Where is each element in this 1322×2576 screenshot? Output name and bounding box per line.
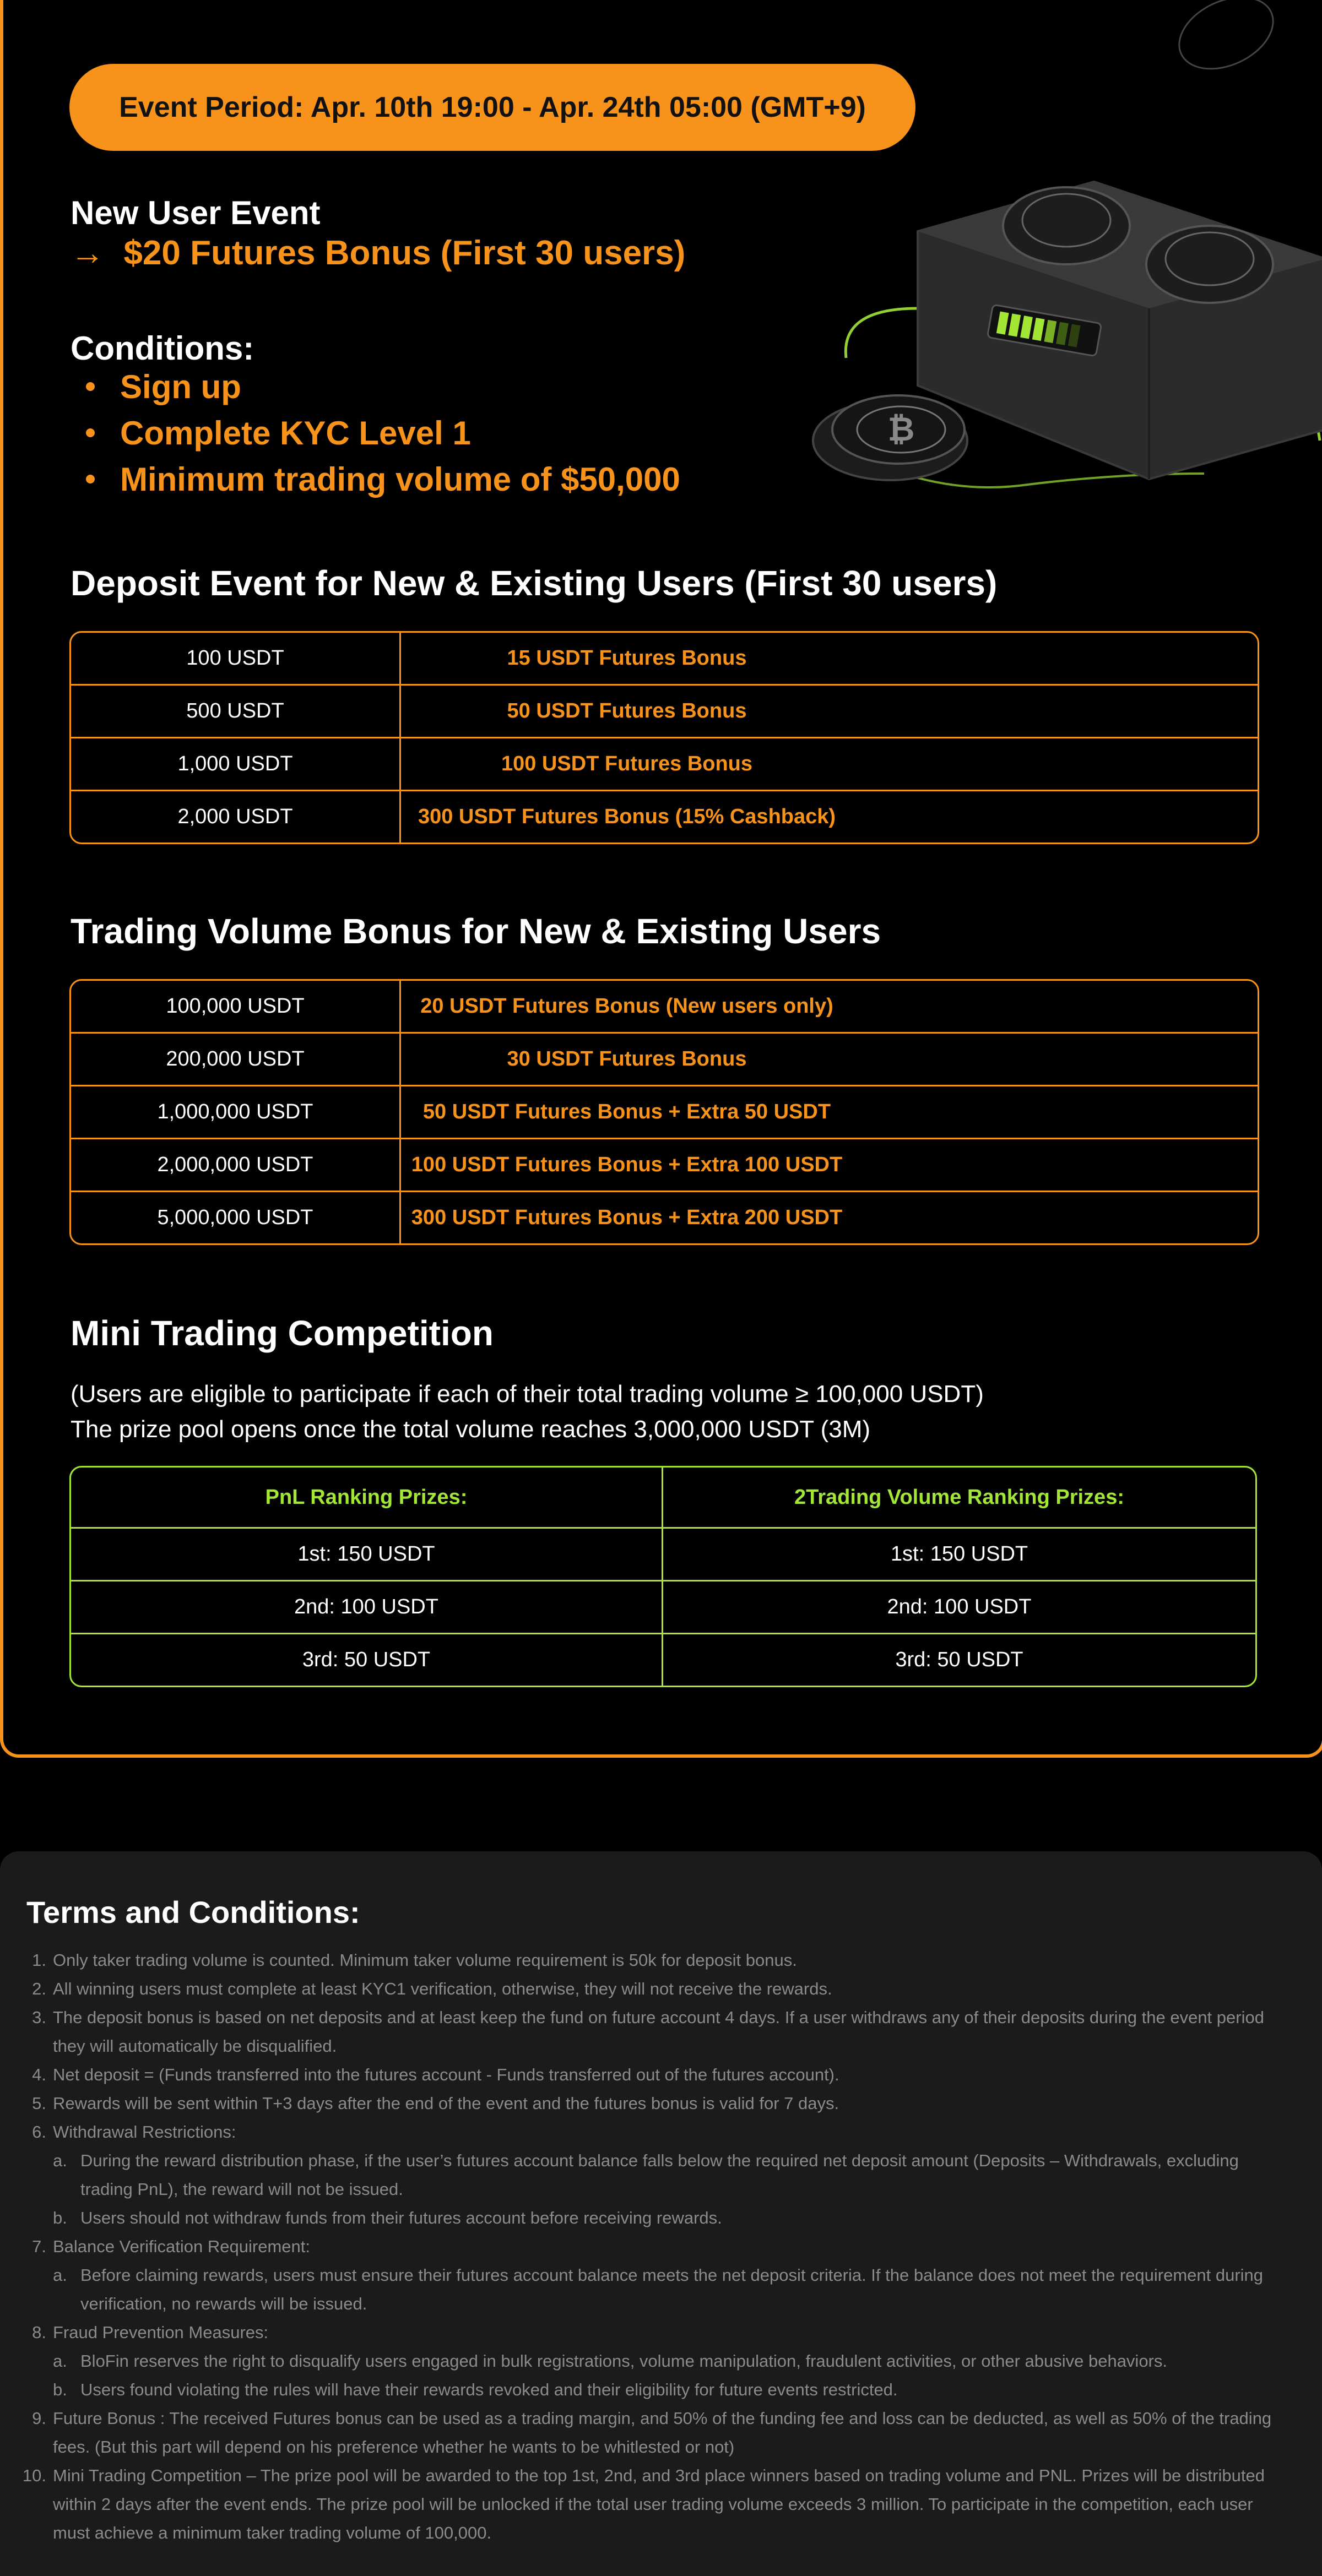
terms-subitem: a. BloFin reserves the right to disqualify users engaged in bulk registrations, volume manipulation, fraudulent activities, or other abusive behaviors. [53, 2351, 1167, 2371]
terms-item: 9. Future Bonus : The received Futures bonus can be used as a trading margin, and 50% of the funding fee and loss can be deducted, as well as 50% of the trading fees. (But this part will depend on his preference whether he wants to be whitlested or not) [32, 2409, 1272, 2457]
bullet-icon [86, 475, 95, 483]
table-row [71, 1529, 1255, 1582]
volume-reward: 20 USDT Futures Bonus (New users only) [401, 981, 1258, 1034]
volume-bonus-table [69, 979, 1259, 1245]
terms-subitem: b. Users found violating the rules will have their rewards revoked and their eligibility for future events restricted. [53, 2380, 898, 2399]
terms-item: 3. The deposit bonus is based on net deposits and at least keep the fund on future account 4 days. If a user withdraws any of their deposits during the event period they will automatically be disqualified. [32, 2008, 1264, 2056]
volume-amount: 5,000,000 USDT [71, 1192, 401, 1243]
competition-prize-table [69, 1466, 1257, 1687]
table-header-row [71, 1468, 1255, 1529]
pnl-prize: 1st: 150 USDT [71, 1529, 663, 1582]
table-row [71, 1634, 1255, 1686]
table-row [71, 686, 1258, 738]
volume-reward: 300 USDT Futures Bonus + Extra 200 USDT [411, 1206, 843, 1229]
bullet-icon [86, 382, 95, 391]
terms-item: 10. Mini Trading Competition – The prize pool will be awarded to the top 1st, 2nd, and 3rd place winners based on trading volume and PNL. Prizes will be distributed within 2 days after the event ends. The prize pool will be unlocked if the total user trading volume exceeds 3 million. To participate in the competition, each user must achieve a minimum taker trading volume of 100,000. [22, 2466, 1265, 2542]
competition-title: Mini Trading Competition [71, 1313, 494, 1353]
terms-list [0, 1946, 1289, 2547]
volume-amount: 1,000,000 USDT [71, 1086, 401, 1139]
terms-item: 6. Withdrawal Restrictions: a. During the reward distribution phase, if the user’s futures account balance falls below the required net deposit amount (Deposits – Withdrawals, excluding trading PnL), the reward will not be issued. b. Users should not withdraw funds from their futures account before receiving rewards. [0, 2118, 1289, 2232]
deposit-reward: 300 USDT Futures Bonus (15% Cashback) [418, 805, 836, 828]
terms-item: 4. Net deposit = (Funds transferred into the futures account - Funds transferred out of the futures account). [32, 2065, 839, 2084]
pnl-prize: 3rd: 50 USDT [71, 1634, 663, 1686]
volume-prize: 1st: 150 USDT [663, 1529, 1255, 1582]
mining-rig-illustration [808, 0, 1322, 507]
event-period-text: Event Period: Apr. 10th 19:00 - Apr. 24th 05:00 (GMT+9) [119, 91, 866, 123]
volume-amount: 100,000 USDT [71, 981, 401, 1034]
terms-subitem: a. During the reward distribution phase, if the user’s futures account balance falls below the required net deposit amount (Deposits – Withdrawals, excluding trading PnL), the reward will not be issued. [53, 2151, 1239, 2199]
terms-panel [0, 1851, 1322, 2576]
bullet-icon [86, 428, 95, 437]
terms-item: 8. Fraud Prevention Measures: a. BloFin reserves the right to disqualify users engaged in bulk registrations, volume manipulation, fraudulent activities, or other abusive behaviors. b. Users found violating the rules will have their rewards revoked and their eligibility for future events restricted. [0, 2318, 1289, 2404]
table-row [71, 738, 1258, 791]
terms-item: 5. Rewards will be sent within T+3 days after the end of the event and the futures bonus is valid for 7 days. [32, 2094, 839, 2113]
table-row [71, 981, 1258, 1034]
arrow-right-icon: → [71, 234, 105, 272]
table-row [71, 1192, 1258, 1243]
table-row [71, 1139, 1258, 1192]
deposit-amount: 1,000 USDT [71, 738, 401, 791]
pnl-ranking-header: PnL Ranking Prizes: [71, 1468, 663, 1529]
event-period-badge [69, 64, 915, 151]
table-row [71, 1034, 1258, 1086]
terms-title: Terms and Conditions: [26, 1895, 360, 1930]
new-user-title: New User Event [71, 194, 321, 231]
terms-item: 1. Only taker trading volume is counted. Minimum taker volume requirement is 50k for deposit bonus. [32, 1950, 797, 1970]
volume-reward: 30 USDT Futures Bonus [401, 1034, 1258, 1086]
conditions-list [86, 363, 680, 502]
volume-prize: 3rd: 50 USDT [895, 1648, 1023, 1671]
terms-item: 7. Balance Verification Requirement: a. Before claiming rewards, users must ensure their futures account balance meets the net deposit criteria. If the balance does not meet the requirement during verification, no rewards will be issued. [0, 2232, 1289, 2318]
new-user-bonus [71, 233, 685, 273]
volume-ranking-header: 2Trading Volume Ranking Prizes: [663, 1468, 1255, 1529]
condition-item: Minimum trading volume of $50,000 [86, 456, 680, 502]
deposit-event-table [69, 631, 1259, 844]
competition-eligibility: (Users are eligible to participate if each of their total trading volume ≥ 100,000 USDT) [71, 1381, 984, 1407]
competition-prize-pool-note: The prize pool opens once the total volume reaches 3,000,000 USDT (3M) [71, 1416, 870, 1443]
terms-item: 2. All winning users must complete at least KYC1 verification, otherwise, they will not receive the rewards. [32, 1979, 832, 1998]
deposit-event-title: Deposit Event for New & Existing Users (First 30 users) [71, 563, 998, 603]
condition-item: Complete KYC Level 1 [86, 410, 680, 456]
competition-description [71, 1377, 984, 1447]
deposit-amount: 2,000 USDT [71, 791, 401, 843]
table-row [71, 1582, 1255, 1634]
volume-prize: 2nd: 100 USDT [663, 1582, 1255, 1634]
new-user-bonus-text: $20 Futures Bonus (First 30 users) [123, 234, 686, 272]
deposit-amount: 100 USDT [71, 633, 401, 686]
volume-bonus-title: Trading Volume Bonus for New & Existing Users [71, 911, 881, 951]
deposit-amount: 500 USDT [71, 686, 401, 738]
deposit-reward: 15 USDT Futures Bonus [401, 633, 1258, 686]
table-row [71, 1086, 1258, 1139]
pnl-prize: 2nd: 100 USDT [71, 1582, 663, 1634]
conditions-title: Conditions: [71, 330, 254, 367]
volume-reward: 100 USDT Futures Bonus + Extra 100 USDT [401, 1139, 1258, 1192]
terms-subitem: a. Before claiming rewards, users must ensure their futures account balance meets the net deposit criteria. If the balance does not meet the requirement during verification, no rewards will be issued. [53, 2265, 1264, 2313]
deposit-reward: 50 USDT Futures Bonus [401, 686, 1258, 738]
bitcoin-coin-icon: ₿ [887, 410, 915, 449]
volume-amount: 200,000 USDT [71, 1034, 401, 1086]
table-row [71, 791, 1258, 843]
volume-reward: 50 USDT Futures Bonus + Extra 50 USDT [401, 1086, 1258, 1139]
volume-amount: 2,000,000 USDT [71, 1139, 401, 1192]
terms-subitem: b. Users should not withdraw funds from their futures account before receiving rewards. [53, 2208, 722, 2227]
table-row [71, 633, 1258, 686]
deposit-reward: 100 USDT Futures Bonus [401, 738, 1258, 791]
condition-item: Sign up [86, 363, 680, 410]
